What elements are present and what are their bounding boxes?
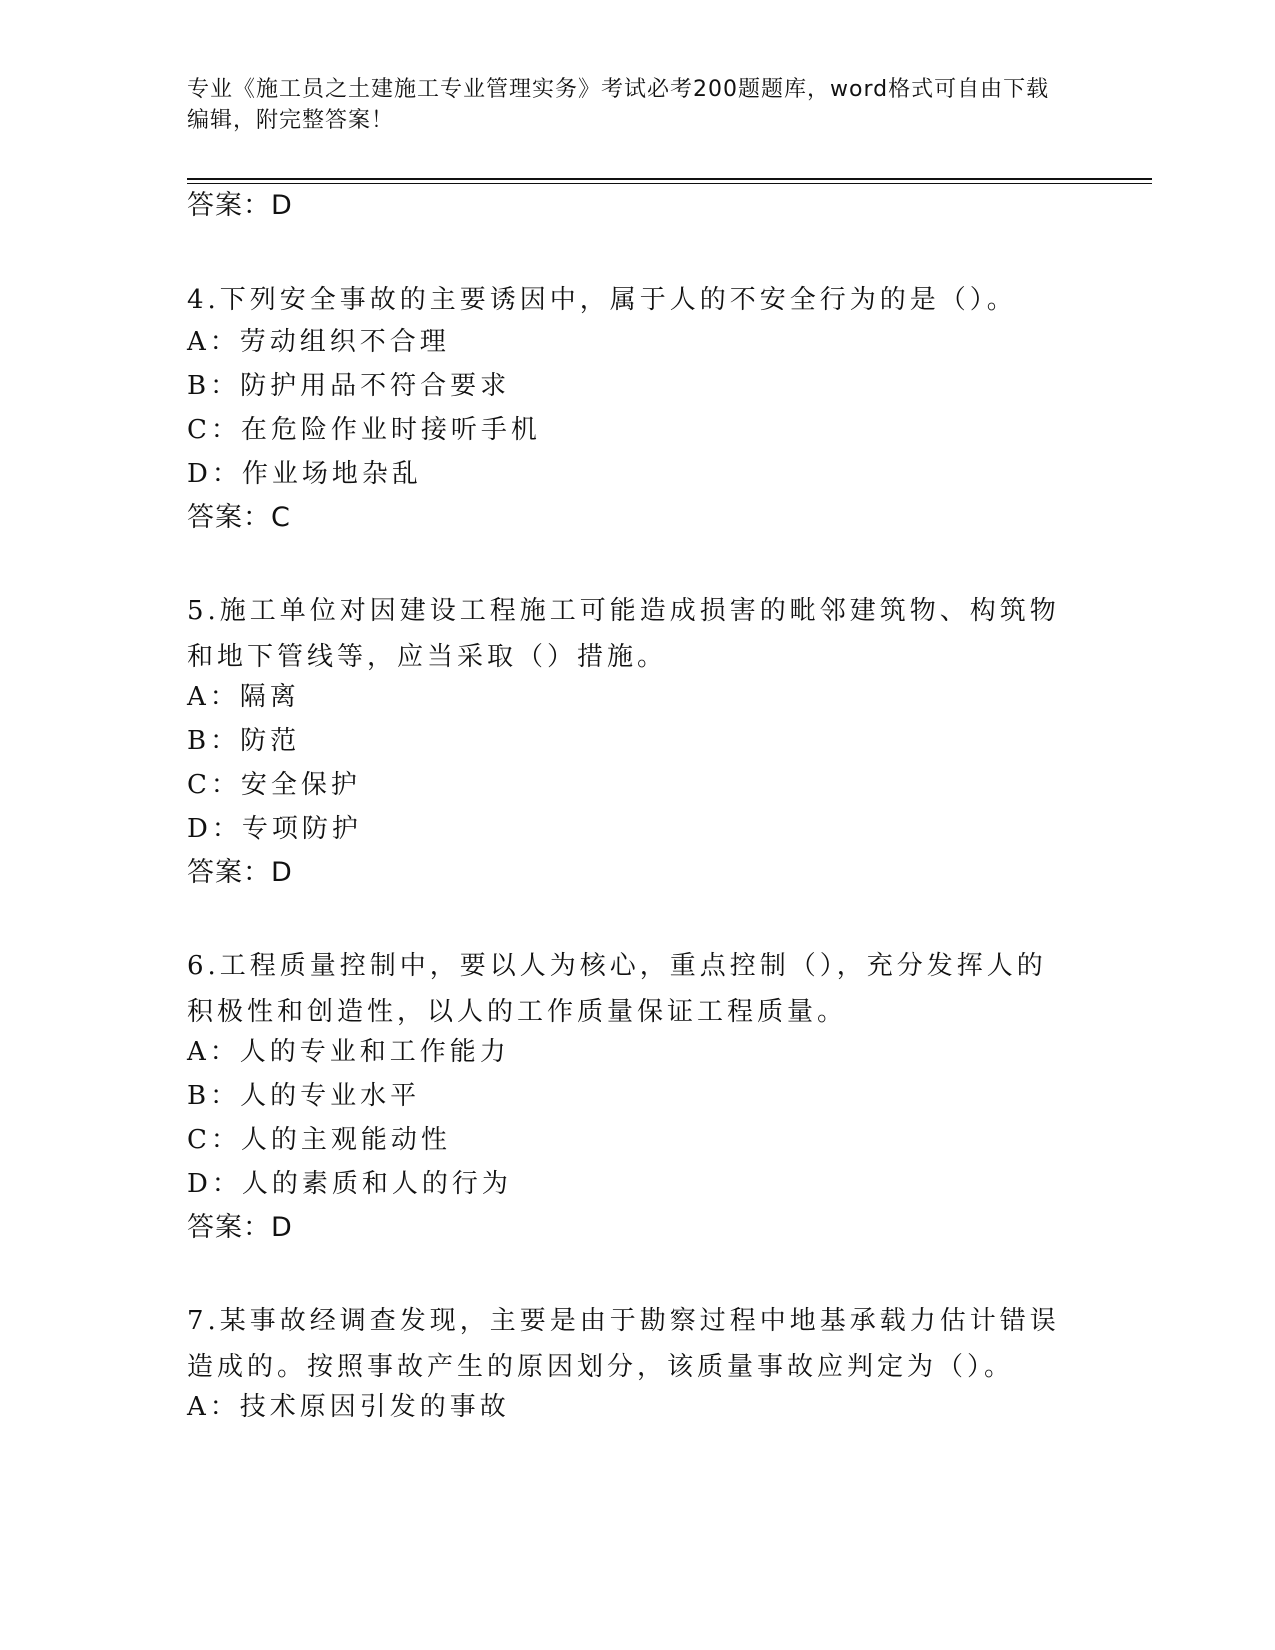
- question-4-option-a: A：劳动组织不合理: [187, 327, 450, 357]
- question-5-answer: 答案：D: [187, 857, 293, 888]
- question-6-option-b: B：人的专业水平: [187, 1081, 421, 1111]
- previous-answer: 答案：D: [187, 190, 293, 221]
- question-5-option-d: D：专项防护: [187, 814, 362, 844]
- question-4-option-c: C：在危险作业时接听手机: [187, 415, 541, 445]
- question-6-option-a: A：人的专业和工作能力: [187, 1037, 510, 1067]
- question-4-answer: 答案：C: [187, 502, 291, 533]
- question-4-option-d: D：作业场地杂乱: [187, 459, 422, 489]
- question-6-stem: 6.工程质量控制中，要以人为核心，重点控制（），充分发挥人的积极性和创造性，以人的工作质量保证工程质量。: [187, 951, 1047, 1027]
- question-5-option-a: A：隔离: [187, 682, 300, 712]
- question-4-stem: 4.下列安全事故的主要诱因中，属于人的不安全行为的是（）。: [187, 285, 1017, 315]
- question-5-option-b: B：防范: [187, 726, 301, 756]
- question-7-option-a: A：技术原因引发的事故: [187, 1392, 510, 1422]
- question-5-stem: 5.施工单位对因建设工程施工可能造成损害的毗邻建筑物、构筑物和地下管线等，应当采取（）措施。: [187, 596, 1060, 672]
- question-6-answer: 答案：D: [187, 1212, 293, 1243]
- header-divider-thin: [187, 183, 1152, 184]
- document-header: 专业《施工员之土建施工专业管理实务》考试必考200题题库，word格式可自由下载编辑，附完整答案！: [187, 77, 1050, 133]
- question-6-option-d: D：人的素质和人的行为: [187, 1169, 512, 1199]
- header-divider-thick: [187, 178, 1152, 180]
- question-4-option-b: B：防护用品不符合要求: [187, 371, 511, 401]
- question-6-option-c: C：人的主观能动性: [187, 1125, 451, 1155]
- question-5-option-c: C：安全保护: [187, 770, 361, 800]
- question-7-stem: 7.某事故经调查发现，主要是由于勘察过程中地基承载力估计错误造成的。按照事故产生的原因划分，该质量事故应判定为（）。: [187, 1306, 1060, 1382]
